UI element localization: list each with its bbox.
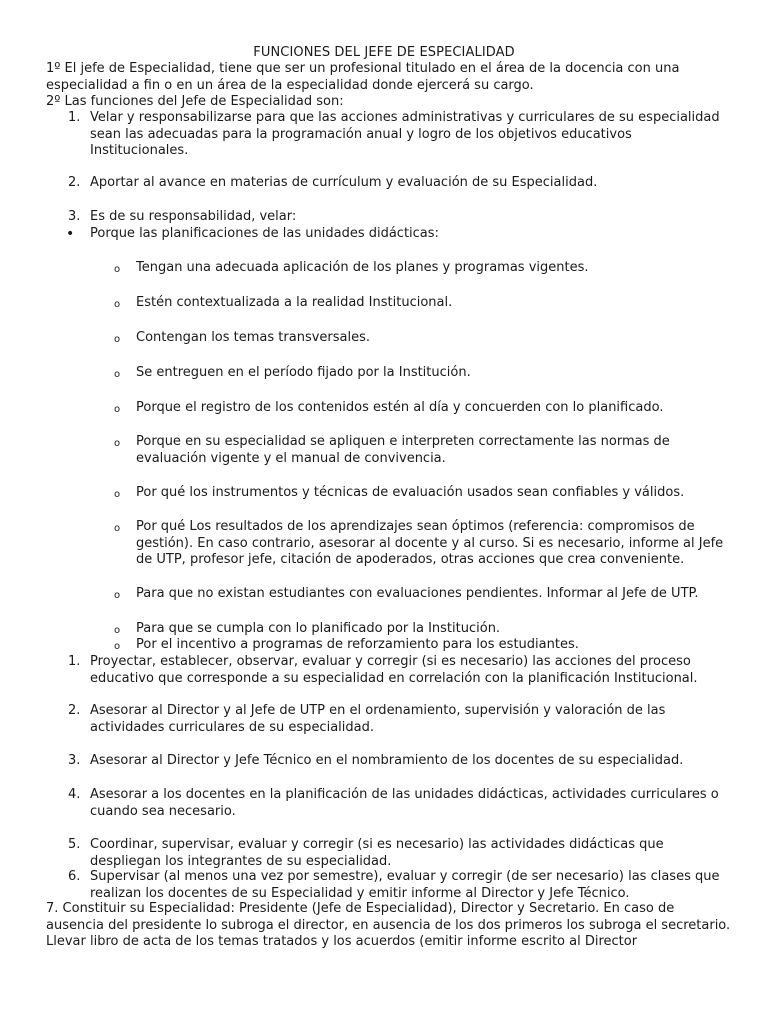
- list-item: [68, 209, 728, 226]
- list-item-text: Asesorar al Director y Jefe Técnico en el nombramiento de los docentes de su especialidad.: [90, 753, 684, 768]
- sub-list-item: [114, 637, 726, 654]
- sub-list-item: [114, 260, 726, 277]
- sub-list-item: [114, 621, 726, 638]
- bullet-marker: •: [66, 226, 75, 242]
- sub-list-marker: o: [114, 404, 121, 415]
- list-item: [68, 753, 728, 770]
- sub-list-item: [114, 485, 726, 502]
- list-marker: 5.: [68, 837, 81, 852]
- sub-list-item: [114, 400, 726, 417]
- list-marker: 6.: [68, 869, 81, 884]
- list-item-text: Asesorar al Director y al Jefe de UTP en el ordenamiento, supervisión y valoración de las actividades curriculares de su especialidad.: [90, 703, 666, 735]
- sub-list-item-text: Porque el registro de los contenidos estén al día y concuerden con lo planificado.: [136, 400, 664, 415]
- sub-list-marker: o: [114, 334, 121, 345]
- sub-list-item: [114, 434, 726, 467]
- list-item-text: Aportar al avance en materias de currículum y evaluación de su Especialidad.: [90, 175, 598, 190]
- sub-list-item-text: Se entreguen en el período fijado por la Institución.: [136, 365, 471, 380]
- list-item: [68, 837, 728, 870]
- list-item-text: Es de su responsabilidad, velar:: [90, 209, 297, 224]
- sub-list-item: [114, 330, 726, 347]
- closing-paragraph: 7. Constituir su Especialidad: Presidente (Jefe de Especialidad), Director y Secretario. En caso de ausencia del presidente lo subroga el director, en ausencia de los dos primeros los subroga el secretario. Llevar libro de acta de los temas tratados y los acuerdos (emitir informe escrito al Director: [46, 901, 731, 949]
- sub-list-item-text: Para que se cumpla con lo planificado por la Institución.: [136, 621, 501, 636]
- sub-list-marker: o: [114, 369, 121, 380]
- sub-list-item-text: Por qué los instrumentos y técnicas de evaluación usados sean confiables y válidos.: [136, 485, 685, 500]
- bullet-item-text: Porque las planificaciones de las unidades didácticas:: [90, 226, 439, 241]
- list-marker: 4.: [68, 787, 81, 802]
- list-item: [68, 869, 728, 902]
- sub-list-item: [114, 365, 726, 382]
- sub-list-item-text: Estén contextualizada a la realidad Institucional.: [136, 295, 453, 310]
- sub-list-marker: o: [114, 625, 121, 636]
- list-marker: 1.: [68, 654, 81, 669]
- list-item-text: Coordinar, supervisar, evaluar y corregir (si es necesario) las actividades didácticas que despliegan los integrantes de su especialidad.: [90, 837, 664, 869]
- sub-list-item: [114, 295, 726, 312]
- sub-list-marker: o: [114, 641, 121, 652]
- list-marker: 3.: [68, 753, 81, 768]
- sub-list-item-text: Tengan una adecuada aplicación de los planes y programas vigentes.: [136, 260, 589, 275]
- intro-paragraph-2: 2º Las funciones del Jefe de Especialidad son:: [46, 94, 344, 109]
- sub-list-marker: o: [114, 590, 121, 601]
- list-item-text: Proyectar, establecer, observar, evaluar y corregir (si es necesario) las acciones del proceso educativo que corresponde a su especialidad en correlación con la planificación Institucional.: [90, 654, 698, 686]
- list-item-text: Supervisar (al menos una vez por semestre), evaluar y corregir (de ser necesario) las clases que realizan los docentes de su Especialidad y emitir informe al Director y Jefe Técnico.: [90, 869, 720, 901]
- sub-list-item-text: Por qué Los resultados de los aprendizajes sean óptimos (referencia: compromisos de gestión). En caso contrario, asesorar al docente y al curso. Si es necesario, informe al Jefe de UTP, profesor jefe, citación de apoderados, otras acciones que crea conveniente.: [136, 519, 724, 567]
- sub-list-marker: o: [114, 438, 121, 449]
- list-item-text: Asesorar a los docentes en la planificación de las unidades didácticas, actividades curriculares o cuando sea necesario.: [90, 787, 719, 819]
- sub-list-item: [114, 586, 726, 603]
- sub-list-item-text: Para que no existan estudiantes con evaluaciones pendientes. Informar al Jefe de UTP.: [136, 586, 699, 601]
- list-item: [68, 654, 728, 687]
- sub-list-item-text: Por el incentivo a programas de reforzamiento para los estudiantes.: [136, 637, 579, 652]
- sub-list-marker: o: [114, 489, 121, 500]
- list-item-text: Velar y responsabilizarse para que las acciones administrativas y curriculares de su especialidad sean las adecuadas para la programación anual y logro de los objetivos educativos Institucionales.: [90, 110, 720, 158]
- list-marker: 3.: [68, 209, 81, 224]
- document-title: FUNCIONES DEL JEFE DE ESPECIALIDAD: [253, 45, 515, 60]
- sub-list-marker: o: [114, 264, 121, 275]
- list-marker: 2.: [68, 175, 81, 190]
- list-marker: 1.: [68, 110, 81, 125]
- sub-list-marker: o: [114, 523, 121, 534]
- list-marker: 2.: [68, 703, 81, 718]
- sub-list-item-text: Contengan los temas transversales.: [136, 330, 371, 345]
- list-item: [68, 175, 728, 192]
- sub-list-item: [114, 519, 726, 569]
- list-item: [68, 703, 728, 736]
- list-item: [68, 787, 728, 820]
- sub-list-marker: o: [114, 299, 121, 310]
- intro-paragraph-1: 1º El jefe de Especialidad, tiene que ser un profesional titulado en el área de la docencia con una especialidad a fin o en un área de la especialidad donde ejercerá su cargo.: [46, 61, 680, 93]
- bullet-item: [66, 226, 726, 243]
- list-item: [68, 110, 728, 160]
- sub-list-item-text: Porque en su especialidad se apliquen e interpreten correctamente las normas de evaluación vigente y el manual de convivencia.: [136, 434, 670, 466]
